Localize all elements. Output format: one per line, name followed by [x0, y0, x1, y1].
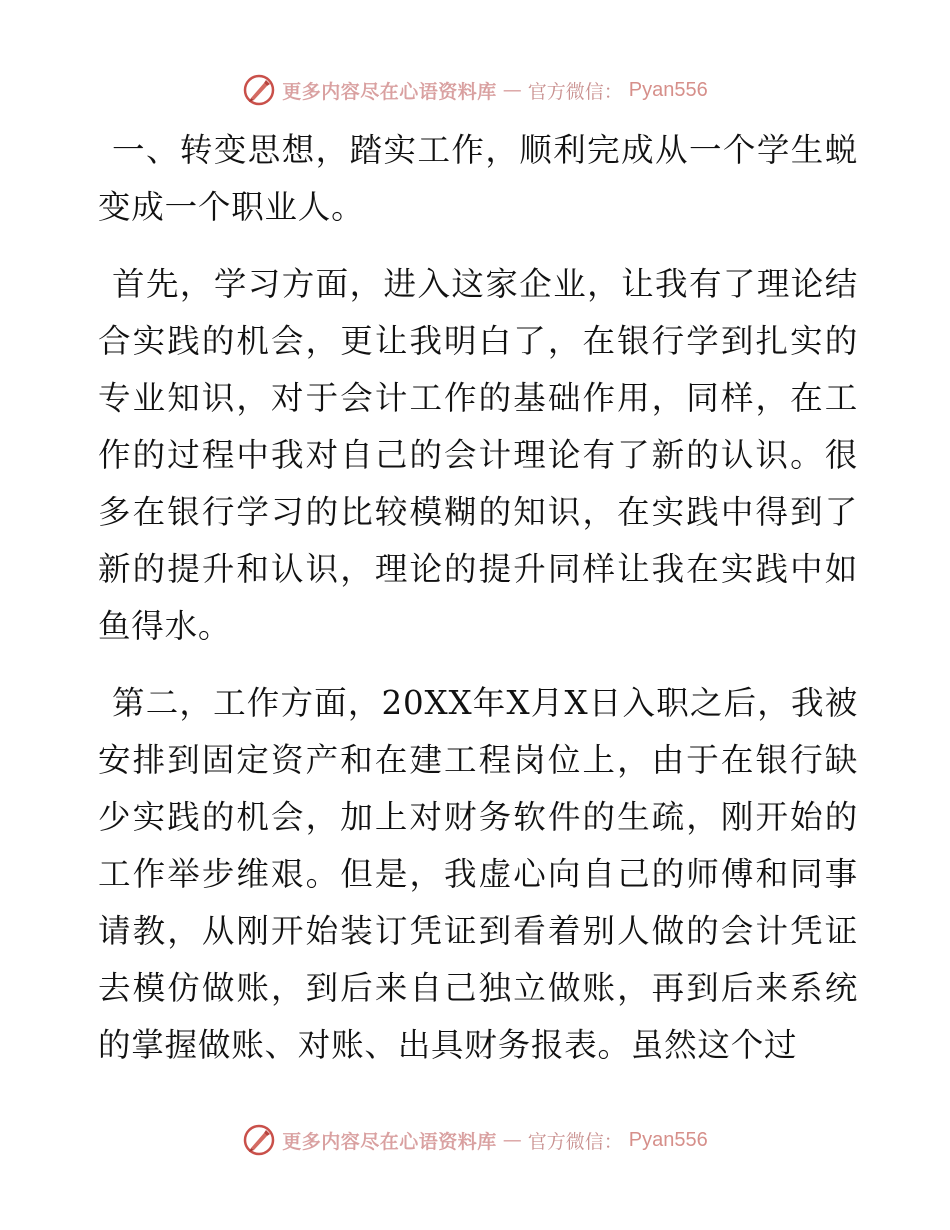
- footer-watermark-banner: [0, 1120, 950, 1160]
- paragraph-study: 首先，学习方面，进入这家企业，让我有了理论结合实践的机会，更让我明白了，在银行学到扎实的专业知识，对于会计工作的基础作用，同样，在工作的过程中我对自己的会计理论有了新的认识。很多在银行学习的比较模糊的知识，在实践中得到了新的提升和认识，理论的提升同样让我在实践中如鱼得水。: [98, 265, 858, 645]
- banner-text: 更多内容尽在心语资料库: [282, 1130, 497, 1153]
- banner-wechat-label: 官方微信：: [527, 80, 623, 103]
- paragraph-work: 第二，工作方面，20XX年X月X日入职之后，我被安排到固定资产和在建工程岗位上，由于在银行缺少实践的机会，加上对财务软件的生疏，刚开始的工作举步维艰。但是，我虚心向自己的师傅和同事请教，从刚开始装订凭证到看着别人做的会计凭证去模仿做账，到后来自己独立做账，再到后来系统的掌握做账、对账、出具财务报表。虽然这个过: [98, 684, 858, 1064]
- pen-logo-icon: [242, 1123, 276, 1157]
- banner-wechat-id: Pyan556: [628, 78, 708, 101]
- banner-separator: —: [502, 79, 522, 101]
- header-watermark-banner: [0, 70, 950, 110]
- banner-wechat-label: 官方微信：: [527, 1130, 623, 1153]
- banner-text: 更多内容尽在心语资料库: [282, 80, 497, 103]
- document-body: [98, 122, 858, 1094]
- banner-wechat-id: Pyan556: [628, 1128, 708, 1151]
- pen-logo-icon: [242, 73, 276, 107]
- banner-separator: —: [502, 1129, 522, 1151]
- paragraph-heading: 一、转变思想，踏实工作，顺利完成从一个学生蜕变成一个职业人。: [98, 131, 858, 226]
